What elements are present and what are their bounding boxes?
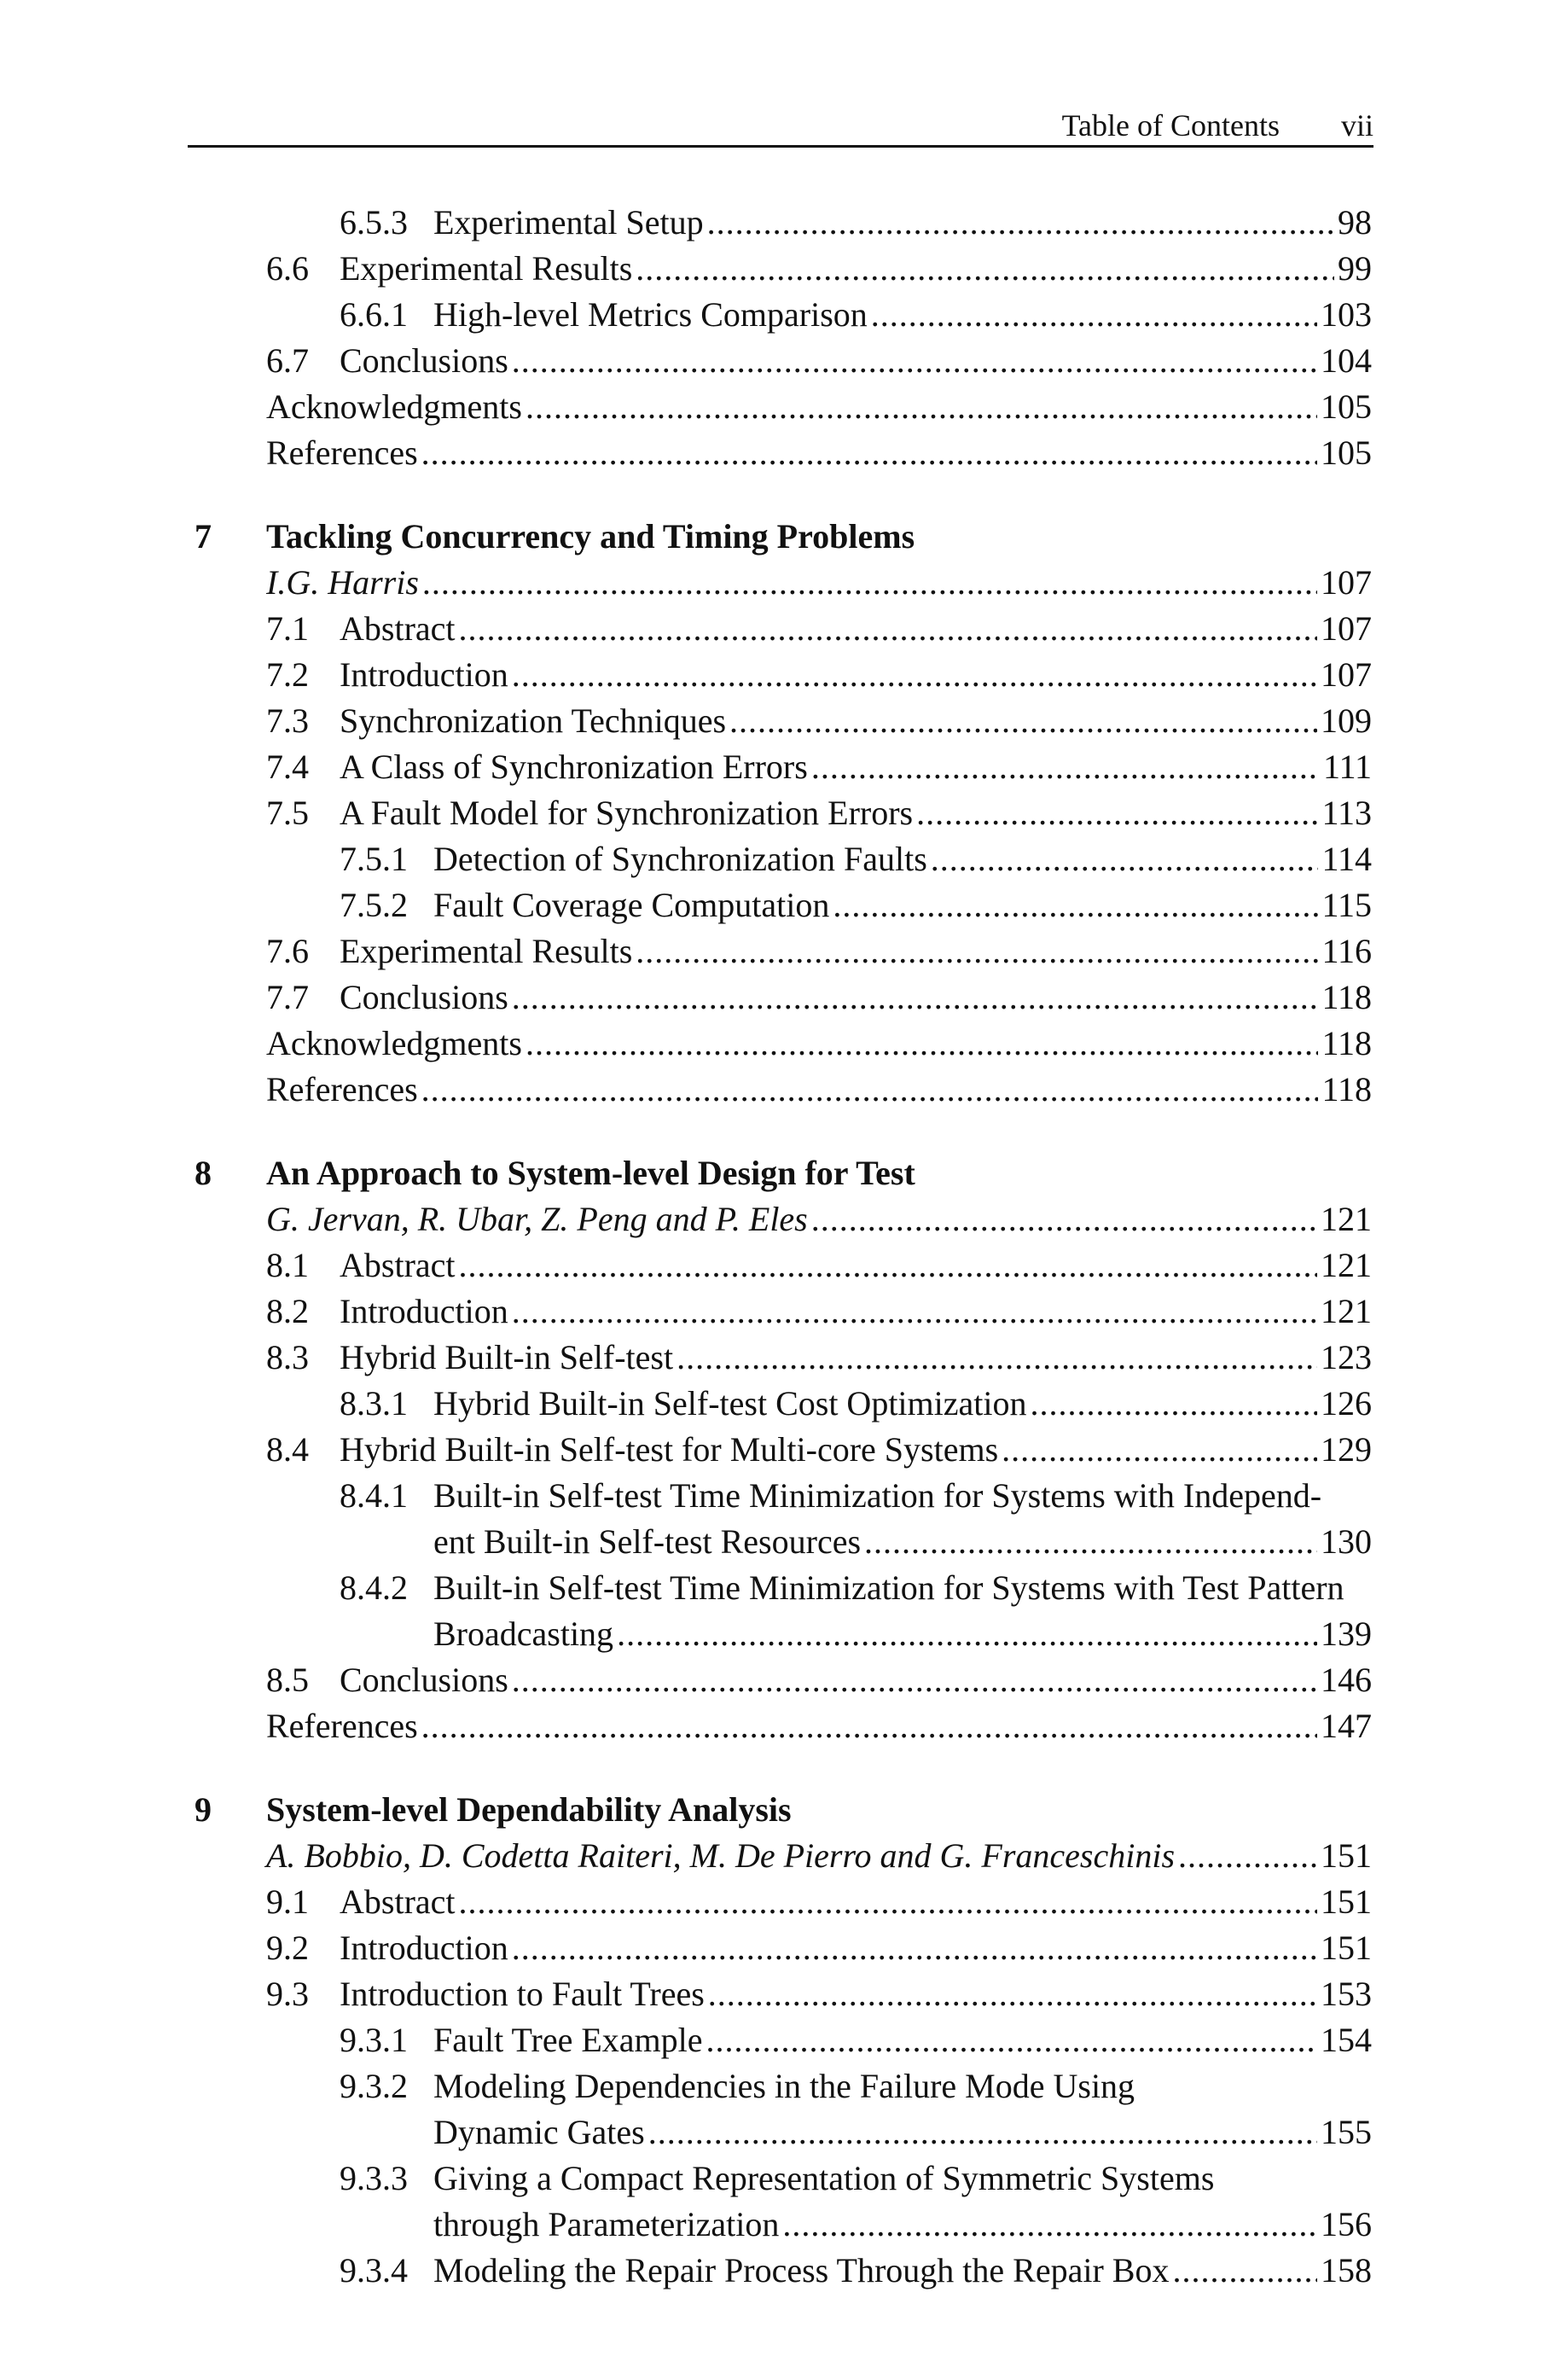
dot-leader — [677, 1336, 1317, 1379]
entry-title: Experimental Results — [340, 249, 633, 288]
page-number: 104 — [1321, 341, 1372, 380]
toc-entry — [0, 1659, 1372, 1702]
dot-leader — [636, 930, 1318, 973]
section-number: 9.3.1 — [340, 2021, 408, 2059]
page-number: 153 — [1321, 1975, 1372, 2013]
section-number: 8.3.1 — [340, 1384, 408, 1423]
entry-title: Modeling Dependencies in the Failure Mode Using — [433, 2067, 1135, 2105]
entry-title: Introduction — [340, 655, 508, 694]
entry-title: Acknowledgments — [266, 1024, 522, 1062]
page-number: 126 — [1321, 1384, 1372, 1423]
toc-entry — [0, 2157, 1372, 2200]
toc-entry — [0, 2249, 1372, 2292]
dot-leader — [864, 1521, 1317, 1563]
toc-entry — [0, 1475, 1372, 1517]
entry-title: ent Built-in Self-test Resources — [433, 1522, 862, 1561]
toc-entry — [0, 1198, 1372, 1241]
page-number: 155 — [1321, 2113, 1372, 2151]
entry-title: Fault Tree Example — [433, 2021, 703, 2059]
dot-leader — [1031, 1382, 1317, 1425]
entry-title: G. Jervan, R. Ubar, Z. Peng and P. Eles — [266, 1200, 808, 1238]
page-number: 129 — [1321, 1430, 1372, 1469]
section-number: 9.3 — [266, 1975, 309, 2013]
dot-leader — [871, 294, 1317, 336]
entry-title: Broadcasting — [433, 1615, 614, 1653]
entry-title: Hybrid Built-in Self-test Cost Optimization — [433, 1384, 1027, 1423]
page-number: 151 — [1321, 1929, 1372, 1967]
chapter-title: An Approach to System-level Design for Test — [266, 1154, 915, 1192]
toc-entry — [0, 838, 1372, 881]
chapter-number: 8 — [195, 1154, 212, 1192]
dot-leader — [707, 201, 1334, 244]
section-number: 8.4 — [266, 1430, 309, 1469]
dot-leader — [708, 1973, 1317, 2016]
page-number: 146 — [1321, 1661, 1372, 1699]
dot-leader — [512, 654, 1317, 696]
entry-title: Modeling the Repair Process Through the Repair Box — [433, 2251, 1170, 2289]
page-number: 118 — [1321, 978, 1372, 1016]
dot-leader — [811, 1198, 1317, 1241]
toc-entry — [0, 654, 1372, 696]
section-number: 9.1 — [266, 1882, 309, 1921]
section-number: 8.4.2 — [340, 1568, 408, 1607]
chapter-heading — [0, 1789, 1372, 1831]
section-number: 8.1 — [266, 1246, 309, 1284]
entry-title: Detection of Synchronization Faults — [433, 840, 927, 878]
toc-entry — [0, 201, 1372, 244]
entry-title: Introduction to Fault Trees — [340, 1975, 705, 2013]
page-number: 121 — [1321, 1292, 1372, 1330]
dot-leader — [931, 838, 1319, 881]
toc-entry — [0, 247, 1372, 290]
toc-entry — [0, 2111, 1372, 2154]
page-number: 107 — [1321, 563, 1372, 602]
entry-title: through Parameterization — [433, 2205, 780, 2243]
section-number: 9.2 — [266, 1929, 309, 1967]
toc-entry — [0, 746, 1372, 788]
dot-leader — [422, 561, 1317, 604]
entry-title: Giving a Compact Representation of Symmetric Systems — [433, 2159, 1215, 2197]
dot-leader — [421, 432, 1317, 474]
page-number: 118 — [1321, 1024, 1372, 1062]
page-number: 99 — [1338, 249, 1372, 288]
toc-entry — [0, 700, 1372, 742]
dot-leader — [421, 1705, 1317, 1748]
section-number: 7.4 — [266, 748, 309, 786]
entry-title: High-level Metrics Comparison — [433, 295, 868, 334]
dot-leader — [1002, 1428, 1317, 1471]
dot-leader — [729, 700, 1317, 742]
toc-entry — [0, 1927, 1372, 1969]
page-number: 105 — [1321, 433, 1372, 472]
section-number: 8.5 — [266, 1661, 309, 1699]
entry-title: Conclusions — [340, 341, 508, 380]
chapter-number: 9 — [195, 1790, 212, 1829]
page-number: 111 — [1322, 748, 1372, 786]
page-number: 121 — [1321, 1246, 1372, 1284]
dot-leader — [526, 1022, 1319, 1065]
dot-leader — [782, 2203, 1317, 2246]
page-number: 151 — [1321, 1882, 1372, 1921]
chapter-heading — [0, 515, 1372, 558]
entry-title: Introduction — [340, 1929, 508, 1967]
page-number: 118 — [1321, 1070, 1372, 1108]
page-number: 107 — [1321, 609, 1372, 648]
entry-title: Fault Coverage Computation — [433, 886, 830, 924]
section-number: 8.4.1 — [340, 1476, 408, 1515]
entry-title: Conclusions — [340, 978, 508, 1016]
chapter-number: 7 — [195, 517, 212, 556]
page-number: 115 — [1321, 886, 1372, 924]
page-number: 130 — [1321, 1522, 1372, 1561]
entry-title: Hybrid Built-in Self-test for Multi-core Systems — [340, 1430, 999, 1469]
toc-entry — [0, 1244, 1372, 1287]
entry-title: Built-in Self-test Time Minimization for Systems with Independ- — [433, 1476, 1322, 1515]
section-number: 6.7 — [266, 341, 309, 380]
entry-title: Experimental Results — [340, 932, 633, 970]
toc-entry — [0, 561, 1372, 604]
entry-title: Abstract — [340, 1246, 456, 1284]
dot-leader — [512, 976, 1319, 1019]
page-number: 107 — [1321, 655, 1372, 694]
toc-entry — [0, 1613, 1372, 1655]
toc-entry — [0, 432, 1372, 474]
toc-entry — [0, 1881, 1372, 1923]
section-number: 7.6 — [266, 932, 309, 970]
dot-leader — [512, 1659, 1317, 1702]
page-number: 139 — [1321, 1615, 1372, 1653]
toc-entry — [0, 2203, 1372, 2246]
section-number: 6.5.3 — [340, 203, 408, 241]
section-number: 8.2 — [266, 1292, 309, 1330]
page-number: 98 — [1338, 203, 1372, 241]
page-number: 147 — [1321, 1707, 1372, 1745]
entry-title: References — [266, 1707, 418, 1745]
dot-leader — [648, 2111, 1317, 2154]
section-number: 9.3.4 — [340, 2251, 408, 2289]
dot-leader — [1178, 1835, 1317, 1877]
section-number: 7.5.1 — [340, 840, 408, 878]
entry-title: Abstract — [340, 1882, 456, 1921]
dot-leader — [512, 1290, 1317, 1333]
page-number: 109 — [1321, 701, 1372, 740]
page-number: 103 — [1321, 295, 1372, 334]
toc-entry — [0, 294, 1372, 336]
entry-title: A. Bobbio, D. Codetta Raiteri, M. De Pierro and G. Franceschinis — [266, 1836, 1176, 1875]
toc-entry — [0, 1973, 1372, 2016]
page-number: 114 — [1321, 840, 1372, 878]
dot-leader — [833, 884, 1318, 927]
entry-title: Conclusions — [340, 1661, 508, 1699]
dot-leader — [1172, 2249, 1317, 2292]
page-number: 154 — [1321, 2021, 1372, 2059]
toc-entry — [0, 976, 1372, 1019]
toc-entry — [0, 1068, 1372, 1111]
toc-entry — [0, 2019, 1372, 2062]
toc-entry — [0, 1521, 1372, 1563]
section-number: 7.3 — [266, 701, 309, 740]
dot-leader — [512, 1927, 1317, 1969]
page-number: 158 — [1321, 2251, 1372, 2289]
entry-title: Dynamic Gates — [433, 2113, 645, 2151]
dot-leader — [512, 340, 1317, 382]
page-number: 105 — [1321, 387, 1372, 426]
toc-entry — [0, 1835, 1372, 1877]
page-number: 156 — [1321, 2205, 1372, 2243]
dot-leader — [706, 2019, 1317, 2062]
dot-leader — [459, 608, 1317, 650]
toc-entry — [0, 340, 1372, 382]
toc-entry — [0, 1428, 1372, 1471]
entry-title: References — [266, 433, 418, 472]
page-number: 151 — [1321, 1836, 1372, 1875]
running-title: Table of Contents — [1061, 108, 1280, 143]
entry-title: Introduction — [340, 1292, 508, 1330]
entry-title: Experimental Setup — [433, 203, 704, 241]
dot-leader — [459, 1881, 1317, 1923]
entry-title: I.G. Harris — [266, 563, 419, 602]
entry-title: Hybrid Built-in Self-test — [340, 1338, 674, 1376]
entry-title: A Fault Model for Synchronization Errors — [340, 794, 914, 832]
section-number: 9.3.2 — [340, 2067, 408, 2105]
toc-entry — [0, 1336, 1372, 1379]
dot-leader — [526, 386, 1317, 428]
chapter-heading — [0, 1152, 1372, 1195]
page-number: 121 — [1321, 1200, 1372, 1238]
section-number: 7.5.2 — [340, 886, 408, 924]
section-number: 6.6.1 — [340, 295, 408, 334]
toc-entry — [0, 1290, 1372, 1333]
section-number: 6.6 — [266, 249, 309, 288]
dot-leader — [421, 1068, 1319, 1111]
dot-leader — [916, 792, 1318, 835]
entry-title: Built-in Self-test Time Minimization for Systems with Test Pattern — [433, 1568, 1344, 1607]
dot-leader — [459, 1244, 1317, 1287]
toc-entry — [0, 608, 1372, 650]
section-number: 7.5 — [266, 794, 309, 832]
section-number: 7.7 — [266, 978, 309, 1016]
page-number: 113 — [1321, 794, 1372, 832]
entry-title: Synchronization Techniques — [340, 701, 727, 740]
toc-entry — [0, 1382, 1372, 1425]
entry-title: Acknowledgments — [266, 387, 522, 426]
section-number: 7.2 — [266, 655, 309, 694]
entry-title: A Class of Synchronization Errors — [340, 748, 808, 786]
toc-entry — [0, 386, 1372, 428]
dot-leader — [636, 247, 1334, 290]
entry-title: References — [266, 1070, 418, 1108]
section-number: 8.3 — [266, 1338, 309, 1376]
chapter-title: Tackling Concurrency and Timing Problems — [266, 517, 915, 556]
section-number: 9.3.3 — [340, 2159, 408, 2197]
toc-entry — [0, 884, 1372, 927]
page-number: 116 — [1321, 932, 1372, 970]
toc-entry — [0, 1705, 1372, 1748]
toc-entry — [0, 930, 1372, 973]
page-number: 123 — [1321, 1338, 1372, 1376]
toc-entry — [0, 1567, 1372, 1609]
entry-title: Abstract — [340, 609, 456, 648]
toc-entry — [0, 2065, 1372, 2108]
toc-entry — [0, 792, 1372, 835]
dot-leader — [617, 1613, 1317, 1655]
page-folio: vii — [1340, 108, 1373, 143]
section-number: 7.1 — [266, 609, 309, 648]
chapter-title: System-level Dependability Analysis — [266, 1790, 792, 1829]
toc-entry — [0, 1022, 1372, 1065]
dot-leader — [811, 746, 1320, 788]
